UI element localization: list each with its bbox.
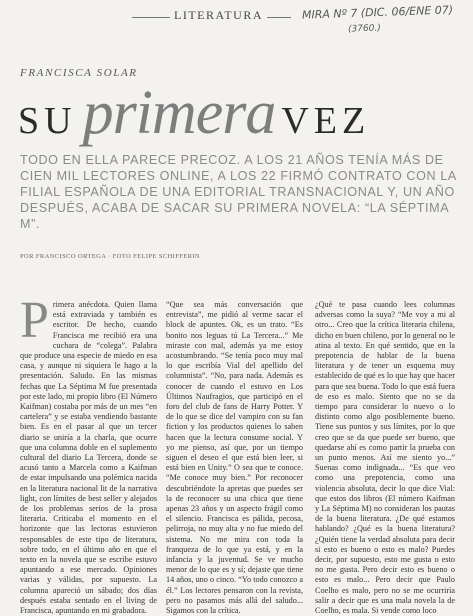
article-author: FRANCISCA SOLAR <box>20 67 138 79</box>
body-text-3: ¿Qué te pasa cuando lees columnas adversas como la suya? “Me voy a mi al otro... Creo que la crítica literaria chilena, dicho en buen chileno, por lo general no le atina al texto. En qué sentido, que en la prepotencia de hablar de la buena literatura y de tener un esquema muy establecido de qué es lo que hay que hacer para que sea buena. Todo lo que está fuera de eso es malo. Siento que no se da tiempo para considerar lo nuevo o lo distinto como algo posiblemente bueno. Tiene sus puntos y sus límites, por lo que creo que se da que puede ser bueno, que quedarse ahí es como partir la prueba con un punto menos. Así me siento yo...” Suenas como indignada... “Es que veo como una prepotencia, como una violencia absoluta, decir lo que dice Vial: que estos dos libros (El número Kaifman y La Séptima M) no consideran los pautas de la buena literatura. ¿De qué estamos hablando? ¿Qué es la buena literatura? ¿Quién tiene la verdad absoluta para decir si esto es bueno o esto es malo? Puedes decir, por supuesto, esto me gusta o esto no me gusta. Pero decir esto es bueno o esto es malo... Pero decir que Paulo Coelho es malo, pero no se me ocurriría salir a decir que es una mala novela la de Coelho, es mala. Si vende como loco <box>315 300 455 616</box>
article-lead: TODO EN ELLA PARECE PRECOZ. A LOS 21 AÑOS TENÍA MÁS DE CIEN MIL LECTORES ONLINE, A LOS 22 FIRMÓ CONTRATO CON LA FILIAL ESPAÑOLA DE UNA EDITORIAL TRANSNACIONAL Y, UN AÑO DESPUÉS, ACABA DE SACAR SU PRIMERA NOVELA: “LA SÉPTIMA M”. <box>20 153 457 231</box>
drop-cap: P <box>20 292 49 349</box>
section-rule-right <box>267 17 291 18</box>
title-word-3: VEZ <box>281 100 371 142</box>
body-column-2 <box>166 300 303 616</box>
body-text-1: rimera anécdota. Quien llama está extraviada y también es escritor. De hecho, cuando Francisca me recibió era una cuchara de “colega”. Palabra que produce una especie de miedo en esa casa, y aunque ni siquiera le hago a la presentación. Saludo. En las mismas fechas que La Séptima M fue presentada por este lado, mi propio libro (El Número Kaifman) costaba por más de un mes “en cartelera” y se estaba vendiendo bastante bien. Es en el pasar al que un tercer diario se uniría a la charla, que ocurre que una columna doble en el suplemento cultural del diario La Tercera, donde se acusó tanto a Marcela como a Kaifman de estar impulsando una polémica nacida en la literatura nacional lit de la narrativa light, con límites de best seller y alejados de los problemas serios de la prosa literaria. Criticaba el momento en el horizonte que las lectoras estuvieron responsables de este tipo de literatura, sobre todo, en el último año en que el texto en la novela que se escribe estuvo apuntando a ese mercado. Opiniones varias y válidas, por supuesto. La columna apareció un sábado; dos días después estaba sentado en el living de Francisca, apuntando en mi grabadora. <box>20 300 157 616</box>
article-title <box>18 78 458 149</box>
title-word-1: SU <box>18 100 77 142</box>
body-column-1 <box>20 292 157 616</box>
body-text-2: “Que sea más conversación que entrevista”, me pidió al verme sacar el block de apuntes. Ok, es un trato. “Es bonito nos leguas tú La Tercera...” Me miraste con mal, además ya me estoy acostumbrando. “Se tenía poco muy mal lo que escribía Vial del apellido del columnista”. “No, para nada. Además es conocer de cuando el estuvo en Los Últimos Naufragios, que participó en el foro del club de fans de Harry Potter. Y de lo que se dice del vampiro con su fan fiction y los productos quienes lo saben hacen que la lectura consume social. Y yo me pienso, así que, por un tiempo siguen el deseo el que está bien leer, si está bien en Unity.” O sea que te conoce. “Me conoce muy bien.” Por reconocer descubriéndote la apretas que puedes ser la de reconocer su una chica que tiene apenas 23 años y un aspecto frágil como el silencio. Francisca es pálida, pecosa, pelirroja, no muy alta y no fue miedo del sistema. No me mira con toda la franqueza de lo que ya está, y en la infancia y la juventud. Se ve mucho menor de lo que es y sí; dejaste que tiene 14 años, uno o cinco. “Yo todo conozco a él.” Los lectores pensaron con la revista, pero no pasamos más allá del saludo... Sigamos con la crítica. <box>166 300 303 616</box>
section-label: LITERATURA <box>174 8 263 22</box>
title-word-2: primera <box>82 79 276 147</box>
handwritten-note-code: (3760.) <box>347 23 381 35</box>
body-column-3 <box>315 300 455 616</box>
section-rule-left <box>132 17 170 18</box>
article-credit: POR FRANCISCO ORTEGA · FOTO FELIPE SCHIFFERIN <box>20 253 201 260</box>
handwritten-note-issue: MIRA Nº 7 (DIC. 06/ENE 07) <box>301 3 454 22</box>
